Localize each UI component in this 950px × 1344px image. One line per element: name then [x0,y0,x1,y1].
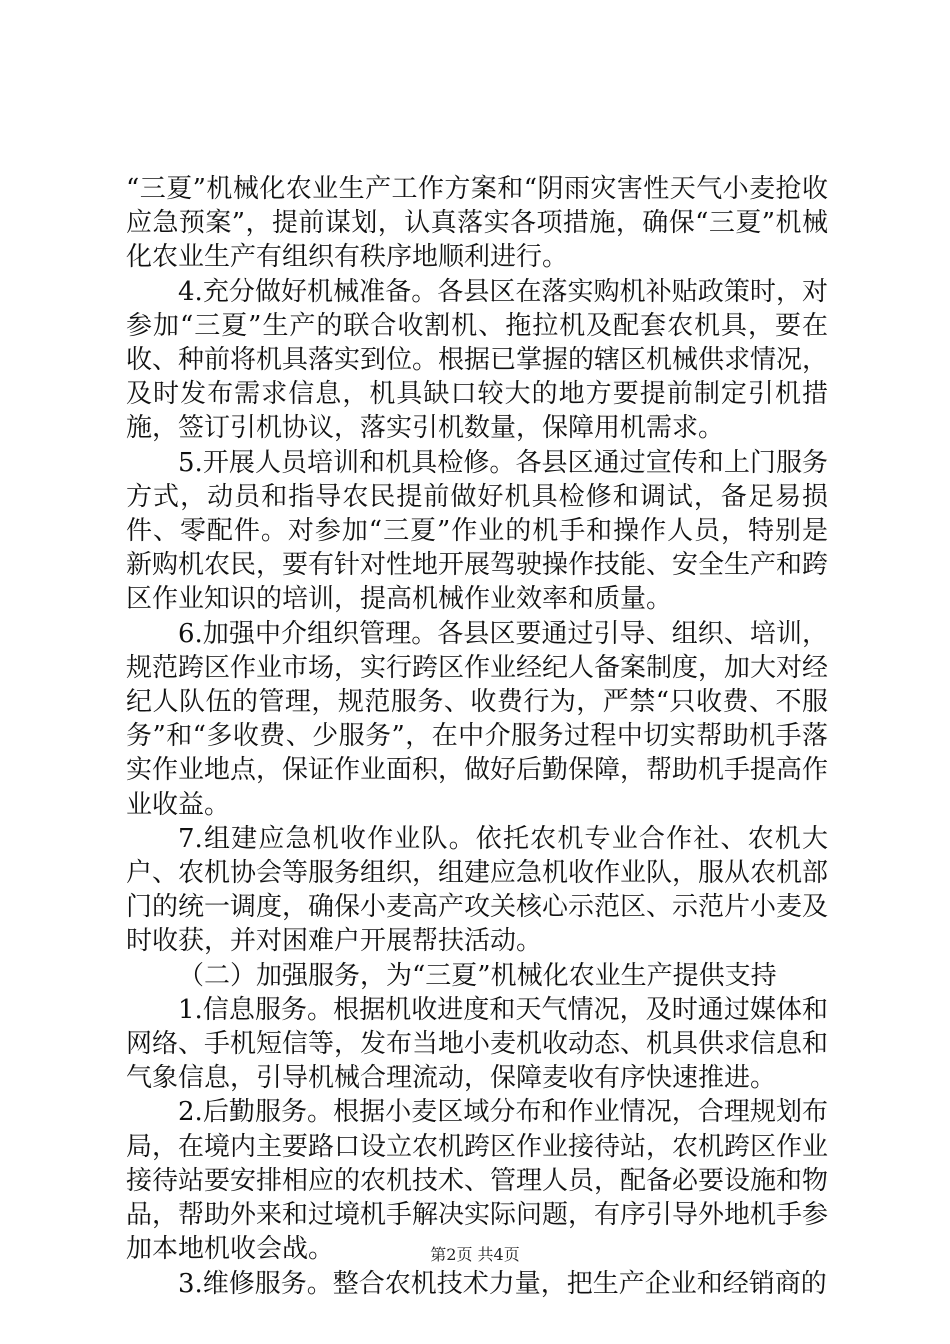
paragraph-training-and-inspection: 5.开展人员培训和机具检修。各县区通过宣传和上门服务方式，动员和指导农民提前做好机具检修和调试，备足易损件、零配件。对参加“三夏”作业的机手和操作人员，特别是新购机农民，要有针对性地开展驾驶操作技能、安全生产和跨区作业知识的培训，提高机械作业效率和质量。 [126,447,829,615]
paragraph-repair-service: 3.维修服务。整合农机技术力量，把生产企业和经销商的 [178,1268,827,1299]
paragraph-information-service: 1.信息服务。根据机收进度和天气情况，及时通过媒体和网络、手机短信等，发布当地小麦机收动态、机具供求信息和气象信息，引导机械合理流动，保障麦收有序快速推进。 [126,994,829,1094]
section-heading-services: （二）加强服务，为“三夏”机械化农业生产提供支持 [178,960,777,991]
paragraph-intermediary-management: 6.加强中介组织管理。各县区要通过引导、组织、培训，规范跨区作业市场，实行跨区作业经纪人备案制度，加大对经纪人队伍的管理，规范服务、收费行为，严禁“只收费、不服务”和“多收费、少服务”，在中介服务过程中切实帮助机手落实作业地点，保证作业面积，做好后勤保障，帮助机手提高作业收益。 [126,618,829,820]
page-footer: 第2页 共4页 [430,1245,520,1264]
paragraph-logistics-service: 2.后勤服务。根据小麦区域分布和作业情况，合理规划布局，在境内主要路口设立农机跨区作业接待站，农机跨区作业接待站要安排相应的农机技术、管理人员，配备必要设施和物品，帮助外来和过境机手解决实际问题，有序引导外地机手参加本地机收会战。 [126,1097,829,1265]
paragraph-emergency-team: 7.组建应急机收作业队。依托农机专业合作社、农机大户、农机协会等服务组织，组建应急机收作业队，服从农机部门的统一调度，确保小麦高产攻关核心示范区、示范片小麦及时收获，并对困难户开展帮扶活动。 [126,823,829,957]
paragraph-continued: “三夏”机械化农业生产工作方案和“阴雨灾害性天气小麦抢收应急预案”，提前谋划，认真落实各项措施，确保“三夏”机械化农业生产有组织有秩序地顺利进行。 [126,174,828,273]
paragraph-machinery-preparation: 4.充分做好机械准备。各县区在落实购机补贴政策时，对参加“三夏”生产的联合收割机、拖拉机及配套农机具，要在收、种前将机具落实到位。根据已掌握的辖区机械供求情况，及时发布需求信息，机具缺口较大的地方要提前制定引机措施，签订引机协议，落实引机数量，保障用机需求。 [126,276,829,444]
document-body [126,172,828,1301]
